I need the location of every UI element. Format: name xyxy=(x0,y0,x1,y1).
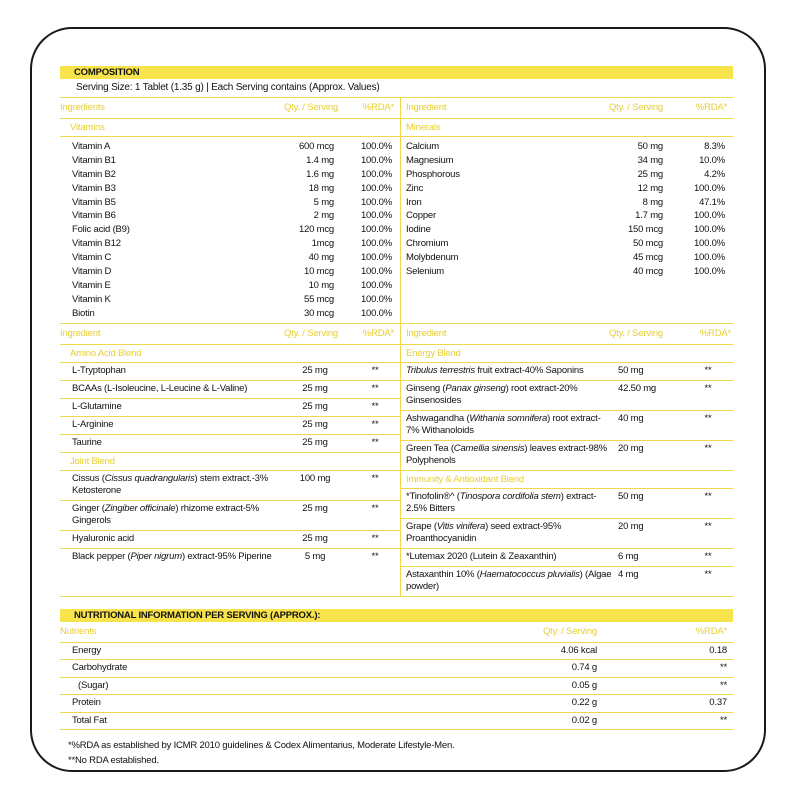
minerals-title: Minerals xyxy=(401,119,733,137)
table-row xyxy=(401,441,733,470)
blends-right-header xyxy=(401,324,733,345)
ingredient-qty: 120 mcg xyxy=(298,224,334,236)
ingredient-name: L-Glutamine xyxy=(72,400,122,412)
ingredient-name: Vitamin A xyxy=(72,141,111,152)
ingredient-qty: 30 mcg xyxy=(304,307,334,319)
ingredient-name-post: ) extract-95% Piperine xyxy=(181,550,272,562)
ingredient-qty: 6 mg xyxy=(618,550,639,562)
ingredient-qty: 20 mg xyxy=(618,520,644,532)
ingredient-name: Biotin xyxy=(72,307,95,319)
table-row xyxy=(60,154,400,168)
ingredient-name xyxy=(401,521,612,545)
table-row xyxy=(60,643,733,661)
section-gap xyxy=(60,597,733,609)
table-row xyxy=(60,471,400,501)
ingredient-name-pre: Astaxanthin 10% ( xyxy=(406,568,480,580)
ingredient-qty: 10 mcg xyxy=(304,266,334,278)
ingredient-qty: 25 mg xyxy=(302,502,328,514)
ingredient-rda: 100.0% xyxy=(360,252,392,264)
joint-title: Joint Blend xyxy=(60,452,400,471)
ingredient-qty: 1.6 mg xyxy=(306,168,334,180)
header-ingredient: Ingredient xyxy=(406,102,447,113)
ingredient-rda: ** xyxy=(371,418,379,430)
ingredient-name: Vitamin B3 xyxy=(72,182,116,194)
ingredient-name-post: ) leaves extract-98% Polyphenols xyxy=(406,442,607,466)
ingredient-name: L-Tryptophan xyxy=(72,364,126,376)
ingredient-rda: 100.0% xyxy=(360,307,392,319)
header-ingredient: Ingredient xyxy=(406,327,447,339)
ingredient-qty: 5 mg xyxy=(313,196,334,208)
ingredient-name-pre: Ashwagandha ( xyxy=(406,412,470,424)
ingredient-name xyxy=(401,491,612,515)
table-row xyxy=(401,154,733,168)
ingredient-name: BCAAs (L-Isoleucine, L-Leucine & L-Valine) xyxy=(72,382,248,394)
ingredient-name: L-Arginine xyxy=(72,418,114,430)
table-row xyxy=(60,168,400,182)
ingredient-name-pre: Cissus ( xyxy=(72,472,105,484)
ingredient-botanical-name: Withania somnifera xyxy=(469,412,548,424)
nutrition-rows xyxy=(60,643,733,731)
nutrient-rda: 0.37 xyxy=(709,697,727,709)
ingredient-name: Iodine xyxy=(406,224,431,236)
ingredient-name: Iron xyxy=(406,196,422,208)
ingredient-rda: 100.0% xyxy=(360,279,392,291)
table-row xyxy=(401,519,733,549)
table-row xyxy=(401,196,733,210)
nutrient-rda: 0.18 xyxy=(709,644,727,656)
table-row xyxy=(401,251,733,265)
ingredient-name xyxy=(60,503,280,527)
immunity-rows xyxy=(401,489,733,596)
table-row xyxy=(401,381,733,411)
ingredient-name-post: fruit extract-40% Saponins xyxy=(474,364,584,376)
ingredient-name: Copper xyxy=(406,210,436,222)
nutrient-name: Protein xyxy=(72,697,101,709)
ingredient-qty: 1.7 mg xyxy=(635,210,663,222)
ingredient-qty: 2 mg xyxy=(313,210,334,222)
ingredient-qty: 50 mcg xyxy=(633,238,663,250)
ingredient-rda: ** xyxy=(371,550,379,562)
ingredient-qty: 100 mg xyxy=(299,472,331,484)
vitamins-header xyxy=(60,98,400,119)
ingredient-rda: 47.1% xyxy=(699,196,725,208)
ingredient-qty: 1mcg xyxy=(311,238,334,250)
ingredient-name-post: ) (Algae powder) xyxy=(406,568,612,592)
ingredient-name: Molybdenum xyxy=(406,252,459,264)
table-row xyxy=(60,435,400,452)
ingredient-name-pre: Hyaluronic acid xyxy=(72,532,134,544)
ingredient-qty: 25 mg xyxy=(302,382,328,394)
nutrient-qty: 0.74 g xyxy=(571,662,597,674)
table-row xyxy=(60,695,733,713)
table-row xyxy=(401,140,733,154)
ingredient-name-post: ) extract-2.5% Bitters xyxy=(406,490,597,514)
ingredient-name-pre: Green Tea ( xyxy=(406,442,454,454)
ingredient-rda: ** xyxy=(704,568,712,580)
ingredient-name-pre: *Lutemax 2020 (Lutein & Zeaxanthin) xyxy=(406,550,557,562)
ingredient-qty: 1.4 mg xyxy=(306,154,334,166)
nutrient-qty: 4.06 kcal xyxy=(560,644,597,656)
ingredient-botanical-name: Cissus quadrangularis xyxy=(104,472,195,484)
ingredient-name-pre: Ginseng ( xyxy=(406,382,446,394)
vitamins-column xyxy=(60,98,400,323)
table-row xyxy=(60,209,400,223)
ingredient-rda: 100.0% xyxy=(693,224,725,236)
ingredient-rda: 8.3% xyxy=(704,141,725,152)
vitamins-rows xyxy=(60,137,400,323)
table-row xyxy=(401,411,733,441)
header-qty: Qty. / Serving xyxy=(542,625,597,637)
ingredient-name-post: ) stem extract.-3% Ketosterone xyxy=(72,472,268,496)
ingredient-rda: ** xyxy=(704,364,712,376)
ingredient-name xyxy=(60,551,280,563)
ingredient-rda: 100.0% xyxy=(693,238,725,250)
table-row xyxy=(60,363,400,381)
ingredient-qty: 12 mg xyxy=(637,182,663,194)
table-row xyxy=(60,293,400,307)
ingredient-name-pre: Ginger ( xyxy=(72,502,105,514)
ingredient-name: Vitamin B5 xyxy=(72,196,116,208)
table-row xyxy=(60,307,400,321)
ingredient-name: Taurine xyxy=(72,436,102,448)
ingredient-name-pre: Grape ( xyxy=(406,520,437,532)
table-row xyxy=(60,140,400,154)
table-row xyxy=(60,381,400,399)
ingredient-name: Zinc xyxy=(406,182,424,194)
minerals-column xyxy=(400,98,733,323)
table-row xyxy=(60,713,733,731)
nutrient-name: (Sugar) xyxy=(78,679,109,691)
header-rda: %RDA* xyxy=(699,327,731,339)
ingredient-qty: 25 mg xyxy=(302,418,328,430)
nutrient-name: Energy xyxy=(72,644,101,656)
ingredient-name: Vitamin B1 xyxy=(72,154,116,166)
nutrient-qty: 0.02 g xyxy=(571,714,597,726)
ingredient-qty: 50 mg xyxy=(618,364,644,376)
ingredient-qty: 25 mg xyxy=(302,436,328,448)
ingredient-name: Folic acid (B9) xyxy=(72,224,130,236)
ingredient-name: Vitamin B2 xyxy=(72,168,116,180)
ingredient-qty: 55 mcg xyxy=(304,293,334,305)
footnotes xyxy=(60,738,733,768)
ingredient-rda: 100.0% xyxy=(360,196,392,208)
ingredient-name-post: ) seed extract-95% Proanthocyanidin xyxy=(406,520,562,544)
table-row xyxy=(401,489,733,519)
minerals-rows xyxy=(401,137,733,281)
ingredient-rda: 100.0% xyxy=(360,210,392,222)
ingredient-rda: 10.0% xyxy=(699,154,725,166)
ingredient-rda: 100.0% xyxy=(693,182,725,194)
ingredient-rda: 100.0% xyxy=(360,238,392,250)
ingredient-qty: 20 mg xyxy=(618,442,644,454)
nutrient-rda: ** xyxy=(720,662,727,674)
ingredient-name-pre: *Tinofolin®^ ( xyxy=(406,490,460,502)
header-rda: %RDA* xyxy=(362,102,394,113)
ingredient-botanical-name: Vitis vinifera xyxy=(436,520,486,532)
table-row xyxy=(401,182,733,196)
ingredient-name xyxy=(401,365,612,377)
header-qty: Qty. / Serving xyxy=(283,102,338,113)
table-row xyxy=(60,279,400,293)
ingredient-qty: 50 mg xyxy=(618,490,644,502)
ingredient-rda: ** xyxy=(704,520,712,532)
ingredient-qty: 25 mg xyxy=(302,364,328,376)
ingredient-rda: 100.0% xyxy=(360,266,392,278)
blends-left-header xyxy=(60,324,400,345)
ingredient-botanical-name: Zingiber officinale xyxy=(104,502,176,514)
table-row xyxy=(60,531,400,549)
composition-panel xyxy=(60,66,733,768)
ingredient-qty: 42.50 mg xyxy=(618,382,657,394)
table-row xyxy=(60,251,400,265)
ingredient-qty: 10 mg xyxy=(308,279,334,291)
table-row xyxy=(401,223,733,237)
ingredient-rda: ** xyxy=(371,364,379,376)
ingredient-rda: ** xyxy=(704,490,712,502)
ingredient-qty: 150 mcg xyxy=(627,224,663,236)
table-row xyxy=(401,549,733,567)
table-row xyxy=(60,182,400,196)
ingredient-rda: ** xyxy=(371,400,379,412)
ingredient-rda: 100.0% xyxy=(360,224,392,236)
nutrient-rda: ** xyxy=(720,679,727,691)
table-row xyxy=(60,196,400,210)
nutrient-rda: ** xyxy=(720,714,727,726)
header-qty: Qty. / Serving xyxy=(283,327,338,339)
ingredient-name xyxy=(401,551,612,563)
ingredient-rda: ** xyxy=(371,382,379,394)
ingredient-rda: ** xyxy=(704,412,712,424)
header-nutrients: Nutrients xyxy=(60,625,97,637)
ingredient-name: Vitamin B12 xyxy=(72,238,121,250)
ingredient-name-post: ) root extract-7% Withanoloids xyxy=(406,412,601,436)
header-rda: %RDA* xyxy=(695,625,727,637)
ingredient-name: Magnesium xyxy=(406,154,454,166)
ingredient-name-post: ) rhizome extract-5% Gingerols xyxy=(72,502,260,526)
ingredient-name xyxy=(401,443,612,467)
footnote-rda: *%RDA as established by ICMR 2010 guidelines & Codex Alimentarius, Moderate Lifestyle-Men. xyxy=(68,740,455,752)
table-row xyxy=(60,399,400,417)
table-row xyxy=(401,265,733,279)
ingredient-rda: 100.0% xyxy=(360,168,392,180)
ingredient-rda: ** xyxy=(704,550,712,562)
nutrient-name: Total Fat xyxy=(72,714,107,726)
header-rda: %RDA* xyxy=(695,102,727,113)
ingredient-rda: ** xyxy=(371,472,379,484)
composition-title: COMPOSITION xyxy=(60,66,733,79)
ingredient-name xyxy=(401,569,612,593)
header-qty: Qty. / Serving xyxy=(608,327,663,339)
ingredient-qty: 50 mg xyxy=(637,141,663,152)
ingredient-qty: 4 mg xyxy=(618,568,639,580)
header-qty: Qty. / Serving xyxy=(608,102,663,113)
joint-rows xyxy=(60,471,400,566)
ingredient-name: Vitamin D xyxy=(72,266,112,278)
ingredient-rda: 100.0% xyxy=(693,252,725,264)
ingredient-rda: 100.0% xyxy=(360,154,392,166)
amino-rows xyxy=(60,363,400,452)
table-row xyxy=(401,168,733,182)
ingredient-name-post: ) root extract-20% Ginsenosides xyxy=(406,382,578,406)
table-row xyxy=(60,417,400,435)
header-ingredients: Ingredients xyxy=(60,102,105,113)
nutrition-header xyxy=(60,622,733,643)
energy-rows xyxy=(401,363,733,470)
ingredient-botanical-name: Camellia sinensis xyxy=(453,442,525,454)
blends-left-column xyxy=(60,324,400,596)
ingredient-rda: 4.2% xyxy=(704,168,725,180)
ingredient-name: Vitamin B6 xyxy=(72,210,116,222)
ingredient-qty: 600 mcg xyxy=(298,141,334,152)
ingredient-name: Selenium xyxy=(406,266,445,278)
ingredient-qty: 18 mg xyxy=(308,182,334,194)
table-row xyxy=(60,678,733,696)
vitamins-title: Vitamins xyxy=(60,119,400,137)
ingredient-name: Vitamin K xyxy=(72,293,111,305)
ingredient-qty: 25 mg xyxy=(302,400,328,412)
ingredient-botanical-name: Haematococcus pluvialis xyxy=(479,568,580,580)
header-ingredient: Ingredient xyxy=(60,327,101,339)
footnote-no-rda: **No RDA established. xyxy=(68,755,159,767)
ingredient-rda: 100.0% xyxy=(693,210,725,222)
ingredient-qty: 40 mg xyxy=(618,412,644,424)
table-row xyxy=(401,567,733,596)
ingredient-qty: 40 mg xyxy=(308,252,334,264)
ingredient-name xyxy=(60,473,280,497)
serving-size: Serving Size: 1 Tablet (1.35 g) | Each Serving contains (Approx. Values) xyxy=(60,79,733,98)
header-rda: %RDA* xyxy=(362,327,394,339)
ingredient-qty: 5 mg xyxy=(304,550,326,562)
ingredient-name: Calcium xyxy=(406,141,439,152)
nutrition-title: NUTRITIONAL INFORMATION PER SERVING (APPROX.): xyxy=(60,609,733,622)
amino-title: Amino Acid Blend xyxy=(60,345,400,363)
ingredient-rda: 100.0% xyxy=(693,266,725,278)
vitamins-minerals-table xyxy=(60,98,733,324)
blends-table xyxy=(60,324,733,597)
energy-title: Energy Blend xyxy=(401,345,733,363)
ingredient-botanical-name: Piper nigrum xyxy=(130,550,182,562)
table-row xyxy=(401,363,733,381)
ingredient-rda: ** xyxy=(704,442,712,454)
table-row xyxy=(60,660,733,678)
ingredient-botanical-name: Panax ginseng xyxy=(445,382,506,394)
ingredient-rda: 100.0% xyxy=(360,182,392,194)
table-row xyxy=(401,237,733,251)
ingredient-qty: 40 mcg xyxy=(633,266,663,278)
nutrient-qty: 0.05 g xyxy=(571,679,597,691)
blends-right-column xyxy=(400,324,733,596)
ingredient-name xyxy=(401,383,612,407)
ingredient-name: Phosphorous xyxy=(406,168,460,180)
table-row xyxy=(60,501,400,531)
table-row xyxy=(60,549,400,566)
ingredient-name: Vitamin E xyxy=(72,279,111,291)
table-row xyxy=(60,237,400,251)
ingredient-rda: ** xyxy=(371,436,379,448)
ingredient-rda: 100.0% xyxy=(360,293,392,305)
ingredient-name xyxy=(401,413,612,437)
ingredient-qty: 34 mg xyxy=(637,154,663,166)
ingredient-qty: 45 mcg xyxy=(633,252,663,264)
ingredient-qty: 8 mg xyxy=(642,196,663,208)
ingredient-name: Chromium xyxy=(406,238,449,250)
table-row xyxy=(401,209,733,223)
ingredient-rda: ** xyxy=(371,502,379,514)
nutrient-name: Carbohydrate xyxy=(72,662,128,674)
ingredient-botanical-name: Tinospora cordifolia stem xyxy=(459,490,561,502)
ingredient-name: Vitamin C xyxy=(72,252,112,264)
ingredient-rda: ** xyxy=(371,532,379,544)
nutrient-qty: 0.22 g xyxy=(571,697,597,709)
table-row xyxy=(60,265,400,279)
minerals-header xyxy=(401,98,733,119)
ingredient-rda: 100.0% xyxy=(360,141,392,152)
ingredient-name-pre: Black pepper ( xyxy=(72,550,131,562)
ingredient-qty: 25 mg xyxy=(637,168,663,180)
table-row xyxy=(60,223,400,237)
ingredient-botanical-name: Tribulus terrestris xyxy=(406,364,475,376)
ingredient-qty: 25 mg xyxy=(302,532,328,544)
ingredient-rda: ** xyxy=(704,382,712,394)
ingredient-name xyxy=(60,533,280,545)
immunity-title: Immunity & Antioxidant Blend xyxy=(401,470,733,489)
